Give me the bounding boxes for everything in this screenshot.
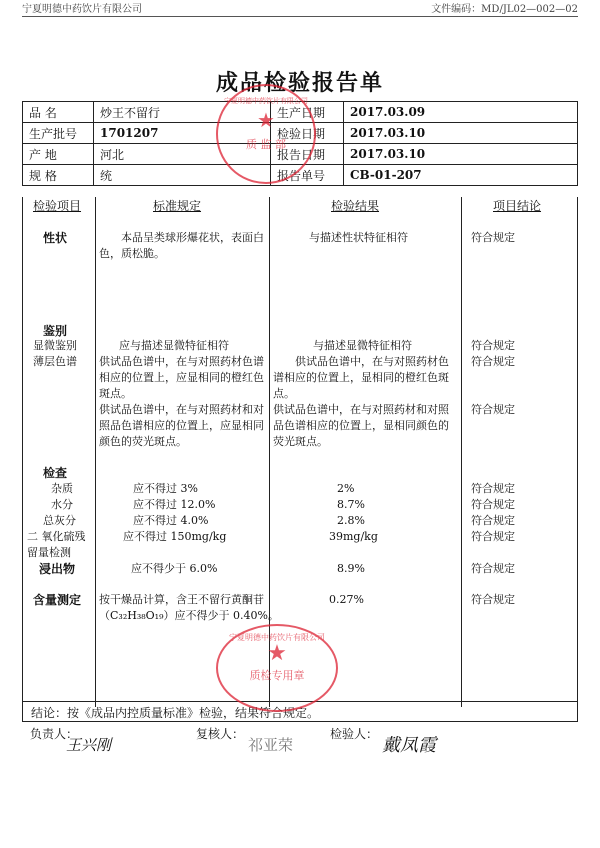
spec-value: 统 — [94, 165, 271, 186]
inspector-label: 检验人： — [330, 727, 379, 741]
col-header-standard: 标准规定 — [153, 199, 202, 213]
name-value: 炒王不留行 — [94, 102, 271, 123]
row-std-hanliang-2: （C₃₂H₃₈O₁₉）应不得少于 0.40%。 — [99, 609, 279, 622]
report-no-label: 报告单号 — [271, 165, 344, 186]
row-res-huifen: 2.8% — [337, 514, 365, 527]
stamp-center-text: 质检专用章 — [249, 669, 305, 682]
row-item-zazhi: 杂质 — [51, 482, 73, 495]
reviewer-label: 复核人： — [196, 727, 245, 741]
page-title: 成品检验报告单 — [215, 71, 384, 96]
report-date-label: 报告日期 — [271, 144, 344, 165]
row-con-shuifen: 符合规定 — [471, 498, 515, 511]
row-con-eryang: 符合规定 — [471, 530, 515, 543]
company-name: 宁夏明德中药饮片有限公司 — [22, 4, 142, 15]
row-con-xingzhuang: 符合规定 — [471, 231, 515, 244]
row-con-xianwei: 符合规定 — [471, 339, 515, 352]
origin-value: 河北 — [94, 144, 271, 165]
row-res-bocengse: 供试品色谱中，在与对照药材色谱相应的位置上，显相同的橙红色斑点。 — [273, 355, 449, 400]
row-std-xingzhuang: 本品呈类球形爆花状，表面白色，质松脆。 — [99, 231, 264, 260]
conclusion: 结论：按《成品内控质量标准》检验，结果符合规定。 — [22, 702, 578, 722]
section-jiancha: 检查 — [43, 466, 68, 480]
origin-label: 产 地 — [23, 144, 94, 165]
row-con-jinchu: 符合规定 — [471, 562, 515, 575]
row-item-eryang-1: 二 氧化硫残 — [27, 530, 86, 543]
row-std-bocengse: 供试品色谱中，在与对照药材色谱相应的位置上，应显相同的橙红色斑点。 — [99, 355, 264, 400]
row-std-bocengse2: 供试品色谱中，在与对照药材和对照品色谱相应的位置上，应显相同颜色的荧光斑点。 — [99, 403, 264, 448]
row-res-xianwei: 与描述显微特征相符 — [313, 339, 412, 352]
row-res-bocengse2: 供试品色谱中，在与对照药材和对照品色谱相应的位置上，显相同颜色的荧光斑点。 — [273, 403, 449, 448]
row-con-huifen: 符合规定 — [471, 514, 515, 527]
row-std-hanliang-1: 按干燥品计算，含王不留行黄酮苷 — [99, 593, 264, 606]
stamp-center-text: 质 监 部 — [246, 138, 286, 151]
row-con-hanliang: 符合规定 — [471, 593, 515, 606]
col-header-item: 检验项目 — [33, 199, 82, 213]
inspector-signature: 戴凤霞 — [382, 735, 436, 756]
row-std-zazhi: 应不得过 3% — [133, 482, 198, 495]
row-std-shuifen: 应不得过 12.0% — [133, 498, 216, 511]
spec-label: 规 格 — [23, 165, 94, 186]
row-item-huifen: 总灰分 — [43, 514, 76, 527]
star-icon: ★ — [257, 108, 275, 132]
prod-date-value: 2017.03.09 — [344, 102, 578, 123]
quality-dept-stamp — [216, 84, 316, 184]
row-item-hanliang: 含量测定 — [33, 593, 82, 607]
responsible-label: 负责人： — [30, 727, 79, 741]
batch-label: 生产批号 — [23, 123, 94, 144]
row-item-jinchu: 浸出物 — [39, 562, 76, 576]
row-con-zazhi: 符合规定 — [471, 482, 515, 495]
row-std-huifen: 应不得过 4.0% — [133, 514, 209, 527]
row-item-shuifen: 水分 — [51, 498, 73, 511]
row-con-bocengse2: 符合规定 — [471, 403, 515, 416]
row-res-zazhi: 2% — [337, 482, 355, 495]
batch-value: 1701207 — [94, 123, 271, 144]
col-header-result: 检验结果 — [331, 199, 380, 213]
stamp-ring-text: 宁夏明德中药饮片有限公司 — [229, 633, 325, 642]
prod-date-label: 生产日期 — [271, 102, 344, 123]
col-divider — [461, 197, 462, 707]
row-res-xingzhuang: 与描述性状特征相符 — [309, 231, 408, 244]
row-item-xianwei: 显微鉴别 — [33, 339, 77, 352]
test-date-label: 检验日期 — [271, 123, 344, 144]
row-con-bocengse: 符合规定 — [471, 355, 515, 368]
name-label: 品 名 — [23, 102, 94, 123]
row-res-hanliang: 0.27% — [329, 593, 364, 606]
row-std-eryang: 应不得过 150mg/kg — [123, 530, 227, 543]
report-date-value: 2017.03.10 — [344, 144, 578, 165]
qc-seal-stamp — [216, 624, 338, 712]
reviewer-signature: 祁亚荣 — [248, 736, 294, 754]
row-res-eryang: 39mg/kg — [329, 530, 378, 543]
section-jianbie: 鉴别 — [43, 324, 68, 338]
col-divider — [95, 197, 96, 707]
stamp-ring-text: 宁夏明德中药饮片有限公司 — [224, 97, 308, 105]
col-header-conclusion: 项目结论 — [493, 199, 542, 213]
header-rule — [22, 16, 578, 17]
report-no-value: CB-01-207 — [344, 165, 578, 186]
row-item-bocengse: 薄层色谱 — [33, 355, 77, 368]
star-icon: ★ — [267, 641, 287, 666]
document-code: 文件编码：MD/JL02—002—02 — [431, 4, 578, 15]
responsible-signature: 王兴刚 — [66, 736, 112, 754]
row-res-shuifen: 8.7% — [337, 498, 365, 511]
row-res-jinchu: 8.9% — [337, 562, 365, 575]
row-std-xianwei: 应与描述显微特征相符 — [119, 339, 229, 352]
test-date-value: 2017.03.10 — [344, 123, 578, 144]
row-std-jinchu: 应不得少于 6.0% — [131, 562, 218, 575]
row-item-xingzhuang: 性状 — [43, 231, 68, 245]
row-item-eryang-2: 留量检测 — [27, 546, 71, 559]
